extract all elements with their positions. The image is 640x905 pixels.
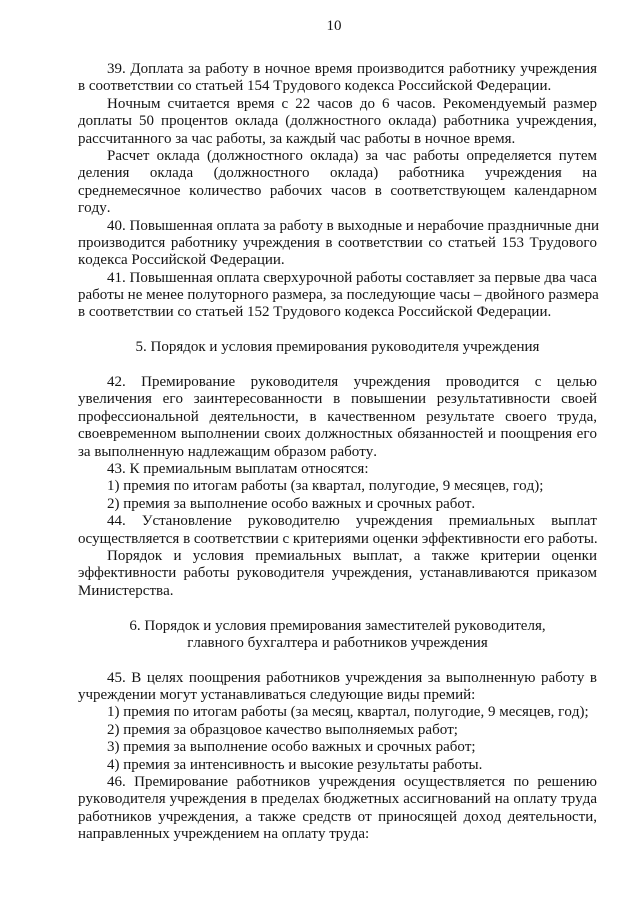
paragraph-43 [78,461,597,478]
paragraph-hourly-rate [78,148,597,218]
text-line: руководителя учреждения в пределах бюджетных ассигнований на оплату труда [78,791,597,808]
text-line: Министерства. [78,582,174,599]
text-line: 42. Премирование руководителя учреждения проводится с целью [107,374,597,391]
text-line: за выполненную надлежащим образом работу. [78,443,378,460]
text-line: Расчет оклада (должностного оклада) за час работы определяется путем [107,147,597,164]
paragraph-42 [78,374,597,461]
text-line: деления оклада (должностного оклада) работника учреждения на [78,165,597,182]
text-line: 44. Установление руководителю учреждения премиальных выплат [107,513,597,530]
paragraph-46 [78,774,597,844]
paragraph-41 [78,270,597,322]
text-line: производится работнику учреждения в соответствии со статьей 153 Трудового [78,234,597,251]
text-line: в соответствии со статьей 154 Трудового кодекса Российской Федерации. [78,78,552,95]
text-line: Порядок и условия премиальных выплат, а также критерии оценки [107,547,597,564]
text-line: увеличения его заинтересованности в повышении результативности своей [78,391,597,408]
heading-line: 6. Порядок и условия премирования заместителей руководителя, [129,617,546,634]
section-heading [78,618,597,653]
list-item [78,704,597,721]
text-line: 1) премия по итогам работы (за квартал, полугодие, 9 месяцев, год); [107,478,544,495]
paragraph-45 [78,670,597,705]
list-item [78,739,597,756]
text-line: осуществляется в соответствии с критериями оценки эффективности его работы. [78,530,598,547]
text-line: 2) премия за выполнение особо важных и срочных работ. [107,495,476,512]
text-line: учреждении могут устанавливаться следующие виды премий: [78,687,476,704]
list-item [78,757,597,774]
text-line: среднемесячное количество рабочих часов в соответствующем календарном [78,182,597,199]
text-line: профессиональной деятельности, в качественном результате своего труда, [78,408,597,425]
text-line: 46. Премирование работников учреждения осуществляется по решению [107,774,597,791]
text-line: работников учреждения, а также средств от приносящей доход деятельности, [78,808,597,825]
section-6 [78,618,597,844]
text-line: доплаты 50 процентов оклада (должностного оклада) работника учреждения, [78,113,597,130]
paragraph-39 [78,61,597,96]
section-5 [78,339,597,600]
text-line: 45. В целях поощрения работников учреждения за выполненную работу в [107,669,597,686]
list-item [78,722,597,739]
section-4-continuation [78,61,600,322]
text-line: рассчитанного за час работы, за каждый час работы в ночное время. [78,130,516,147]
list-item [78,478,597,495]
paragraph-night-time [78,96,597,148]
text-line: 3) премия за выполнение особо важных и срочных работ; [107,739,476,756]
list-item [78,496,597,513]
text-line: своевременном выполнении своих должностных обязанностей и поощрения его [78,426,597,443]
document-body [78,61,600,844]
text-line: в соответствии со статьей 152 Трудового кодекса Российской Федерации. [78,304,552,321]
text-line: эффективности работы руководителя учреждения, устанавливаются приказом [78,565,597,582]
paragraph-40 [78,217,600,270]
text-line: 39. Доплата за работу в ночное время производится работнику учреждения [107,61,597,77]
text-line: 41. Повышенная оплата сверхурочной работы составляет за первые два часа [107,269,597,286]
text-line: 4) премия за интенсивность и высокие результаты работы. [107,756,483,773]
text-line: 2) премия за образцовое качество выполняемых работ; [107,721,458,738]
heading-line: 5. Порядок и условия премирования руководителя учреждения [135,339,540,356]
text-line: кодекса Российской Федерации. [78,252,285,269]
paragraph-bonus-order [78,548,597,600]
paragraph-44 [78,513,597,548]
text-line: 1) премия по итогам работы (за месяц, квартал, полугодие, 9 месяцев, год); [107,704,589,721]
text-line: Ночным считается время с 22 часов до 6 часов. Рекомендуемый размер [107,95,597,112]
text-line: 40. Повышенная оплата за работу в выходные и нерабочие праздничные дни [107,217,600,234]
heading-line: главного бухгалтера и работников учреждения [187,634,488,651]
page-number: 10 [326,18,342,34]
text-line: 43. К премиальным выплатам относятся: [107,460,369,477]
text-line: направленных учреждением на оплату труда: [78,826,370,843]
section-heading [78,339,597,356]
text-line: работы не менее полуторного размера, за последующие часы – двойного размера [78,287,599,304]
text-line: году. [78,200,111,217]
